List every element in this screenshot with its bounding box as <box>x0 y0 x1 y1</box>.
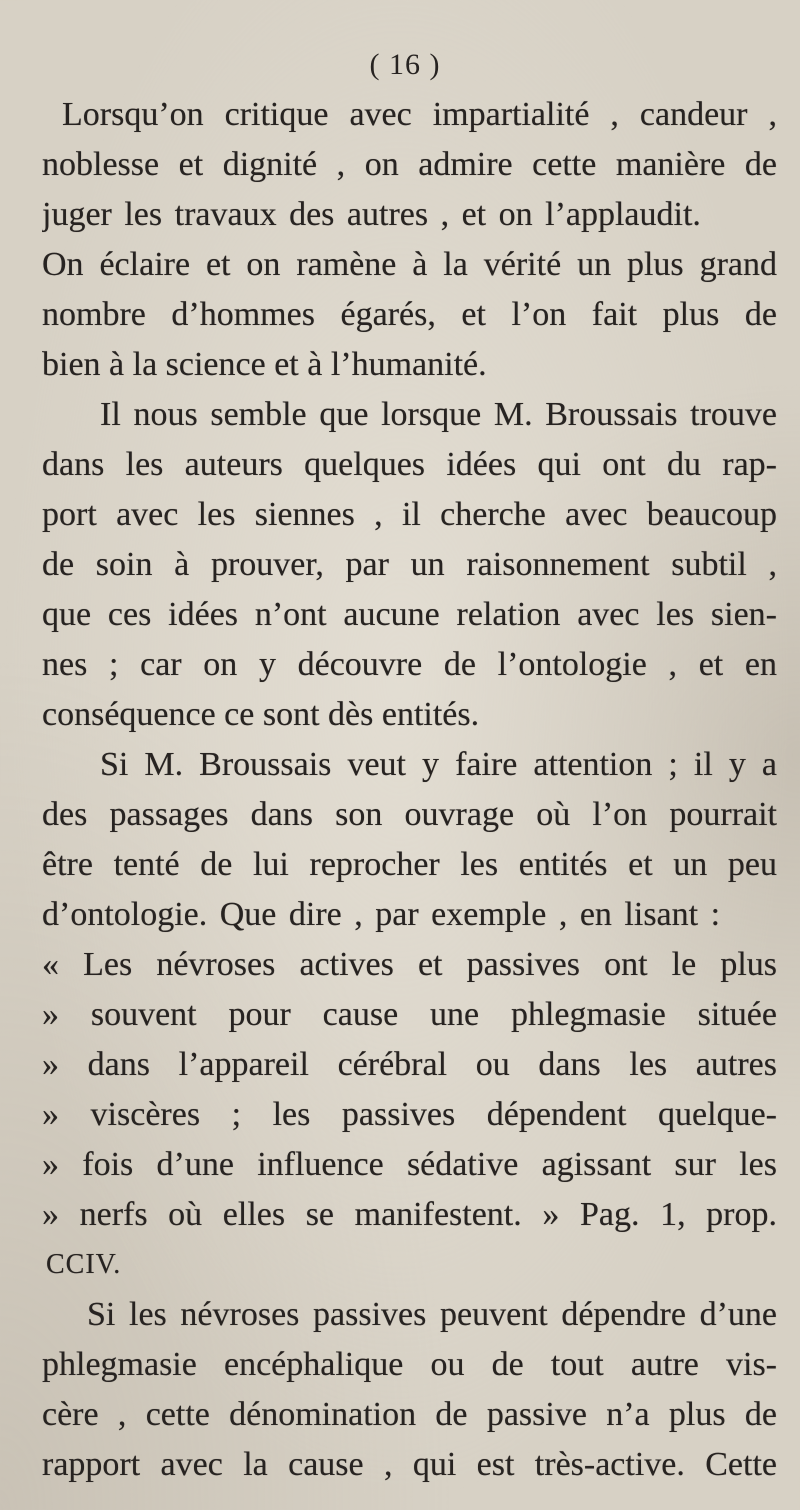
text-line: juger les travaux des autres , et on l’applaudit. <box>42 196 701 233</box>
text-line: « Les névroses actives et passives ont le plus <box>42 946 777 983</box>
text-line: CCIV. <box>46 1249 122 1280</box>
text-line: Si M. Broussais veut y faire attention ; il y a <box>100 746 777 783</box>
text-line: de soin à prouver, par un raisonnement subtil , <box>42 546 777 583</box>
text-line: » viscères ; les passives dépendent quelque- <box>42 1096 777 1133</box>
text-line: conséquence ce sont dès entités. <box>42 696 480 733</box>
book-page-text <box>42 90 777 1490</box>
text-line: » dans l’appareil cérébral ou dans les autres <box>42 1046 777 1083</box>
text-line: Si les névroses passives peuvent dépendre d’une <box>87 1296 777 1333</box>
text-line: nombre d’hommes égarés, et l’on fait plus de <box>42 296 777 333</box>
text-line: Lorsqu’on critique avec impartialité , candeur , <box>62 96 777 133</box>
text-line: dans les auteurs quelques idées qui ont du rap- <box>42 446 777 483</box>
paragraph <box>42 390 777 740</box>
text-line: phlegmasie encéphalique ou de tout autre vis- <box>42 1346 777 1383</box>
text-line: que ces idées n’ont aucune relation avec les sien- <box>42 596 777 633</box>
paragraph <box>42 90 777 390</box>
paragraph <box>42 740 777 1290</box>
paragraph <box>42 1290 777 1490</box>
text-line: » nerfs où elles se manifestent. » Pag. 1, prop. <box>42 1196 777 1233</box>
text-line: rapport avec la cause , qui est très-active. Cette <box>42 1446 777 1483</box>
text-line: des passages dans son ouvrage où l’on pourrait <box>42 796 777 833</box>
text-line: noblesse et dignité , on admire cette manière de <box>42 146 777 183</box>
text-line: » fois d’une influence sédative agissant sur les <box>42 1146 777 1183</box>
text-line: » souvent pour cause une phlegmasie située <box>42 996 777 1033</box>
text-line: Il nous semble que lorsque M. Broussais trouve <box>100 396 777 433</box>
text-line: bien à la science et à l’humanité. <box>42 346 487 383</box>
text-line: cère , cette dénomination de passive n’a plus de <box>42 1396 777 1433</box>
page-number: ( 16 ) <box>369 48 441 81</box>
text-line: port avec les siennes , il cherche avec beaucoup <box>42 496 777 533</box>
text-line: nes ; car on y découvre de l’ontologie , et en <box>42 646 777 683</box>
text-line: On éclaire et on ramène à la vérité un plus grand <box>42 246 777 283</box>
text-line: d’ontologie. Que dire , par exemple , en lisant : <box>42 896 721 933</box>
text-line: être tenté de lui reprocher les entités et un peu <box>42 846 777 883</box>
